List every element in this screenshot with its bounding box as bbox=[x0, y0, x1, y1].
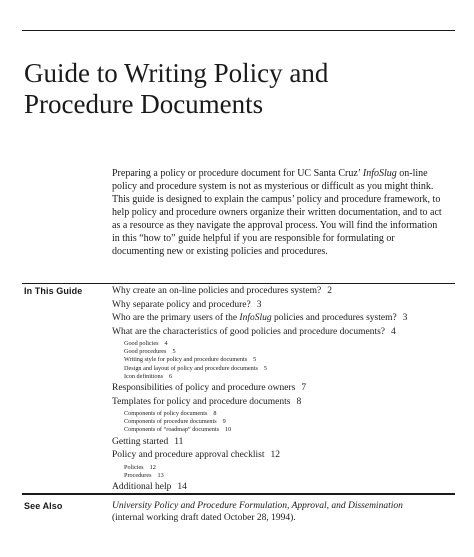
toc-entry[interactable] bbox=[112, 285, 452, 298]
toc-subentry[interactable] bbox=[112, 410, 452, 418]
toc-entry[interactable] bbox=[112, 326, 452, 339]
toc-entry-label: Who are the primary users of the InfoSlug policies and procedures system? bbox=[112, 313, 397, 323]
intro-text-part-1: Preparing a policy or procedure document for UC Santa Cruz’ bbox=[112, 168, 363, 179]
intro-text-part-2: on-line policy and procedure system is not as mysterious or difficult as you might think. This guide is designed to explain the campus’ policy and procedure framework, to help policy and procedure owners organize their written documentation, and to act as a resource as they navigate the approval process. You will find the information in this “how to” guide helpful if you are responsible for formulating or documenting new or existing policies and procedures. bbox=[112, 168, 442, 257]
toc-entry[interactable] bbox=[112, 396, 452, 409]
toc-page-number: 5 bbox=[263, 364, 267, 372]
toc-subentry[interactable] bbox=[112, 365, 452, 373]
toc-page-number: 12 bbox=[149, 463, 156, 471]
toc-entry-label: Components of “roadmap” documents bbox=[124, 426, 220, 434]
toc-page-number: 7 bbox=[301, 383, 307, 394]
toc-page-number: 10 bbox=[225, 426, 232, 434]
toc-page-number: 4 bbox=[164, 340, 168, 347]
toc-subentry[interactable] bbox=[112, 418, 452, 426]
see-also-note: (internal working draft dated October 28, 1994). bbox=[112, 513, 296, 523]
toc-entry[interactable] bbox=[112, 481, 452, 494]
toc-page-number: 8 bbox=[213, 410, 217, 418]
toc-page-number: 5 bbox=[253, 356, 257, 364]
toc-entry-label: What are the characteristics of good policies and procedure documents? bbox=[112, 326, 386, 337]
toc-subentry[interactable] bbox=[112, 340, 452, 348]
toc-entry-label: Additional help bbox=[112, 482, 172, 493]
toc-entry-label: Why create an on-line policies and procedures system? bbox=[112, 286, 322, 296]
title-line-1: Guide to Writing Policy and bbox=[24, 58, 329, 88]
toc-page-number: 2 bbox=[327, 286, 332, 296]
toc-entry-label: Components of procedure documents bbox=[124, 418, 217, 426]
toc-subentry[interactable] bbox=[112, 373, 452, 381]
see-also-heading: See Also bbox=[24, 501, 63, 511]
toc-entry-label: Policy and procedure approval checklist bbox=[112, 450, 265, 461]
table-of-contents bbox=[112, 284, 452, 494]
toc-entry[interactable] bbox=[112, 382, 452, 395]
toc-page-number: 3 bbox=[256, 299, 262, 310]
toc-entry-label: Icon definitions bbox=[124, 372, 164, 380]
toc-page-number: 4 bbox=[391, 326, 396, 337]
toc-entry-label: Writing style for policy and procedure documents bbox=[124, 356, 248, 364]
toc-entry-label: Design and layout of policy and procedure documents bbox=[124, 364, 258, 372]
toc-subentry[interactable] bbox=[112, 464, 452, 472]
infoslug-brand: InfoSlug bbox=[362, 168, 397, 179]
toc-page-number: 3 bbox=[402, 313, 408, 323]
toc-entry[interactable] bbox=[112, 449, 452, 462]
document-title bbox=[24, 58, 444, 120]
toc-entry-label: Getting started bbox=[112, 436, 169, 447]
toc-entry-label: Components of policy documents bbox=[124, 410, 208, 418]
toc-entry-label: Policies bbox=[124, 463, 144, 471]
toc-page-number: 12 bbox=[270, 450, 280, 461]
toc-page-number: 13 bbox=[157, 471, 164, 479]
see-also-citation: University Policy and Procedure Formulation, Approval, and Dissemination bbox=[112, 501, 403, 511]
toc-entry-label: Why separate policy and procedure? bbox=[112, 299, 251, 310]
toc-page-number: 8 bbox=[296, 396, 302, 407]
toc-page-number: 14 bbox=[177, 482, 187, 493]
toc-page-number: 6 bbox=[169, 372, 173, 380]
intro-paragraph bbox=[112, 167, 446, 258]
toc-page-number: 9 bbox=[222, 418, 226, 426]
toc-page-number: 11 bbox=[174, 436, 184, 447]
toc-entry-label: Responsibilities of policy and procedure owners bbox=[112, 383, 296, 394]
toc-entry[interactable] bbox=[112, 436, 452, 449]
bottom-rule bbox=[22, 493, 455, 495]
toc-entry-label: Good policies bbox=[124, 340, 159, 347]
toc-entry-label: Templates for policy and procedure documents bbox=[112, 396, 291, 407]
toc-heading: In This Guide bbox=[24, 286, 83, 296]
title-line-2: Procedure Documents bbox=[24, 89, 264, 119]
top-rule bbox=[22, 30, 455, 31]
toc-entry-label: Good procedures bbox=[124, 348, 167, 356]
toc-entry[interactable] bbox=[112, 299, 452, 312]
toc-subentry[interactable] bbox=[112, 426, 452, 434]
toc-subentry[interactable] bbox=[112, 356, 452, 364]
toc-entry[interactable] bbox=[112, 312, 452, 325]
toc-page-number: 5 bbox=[172, 348, 176, 356]
toc-entry-label: Procedures bbox=[124, 471, 152, 479]
toc-subentry[interactable] bbox=[112, 472, 452, 480]
toc-subentry[interactable] bbox=[112, 348, 452, 356]
see-also-block bbox=[112, 500, 452, 524]
